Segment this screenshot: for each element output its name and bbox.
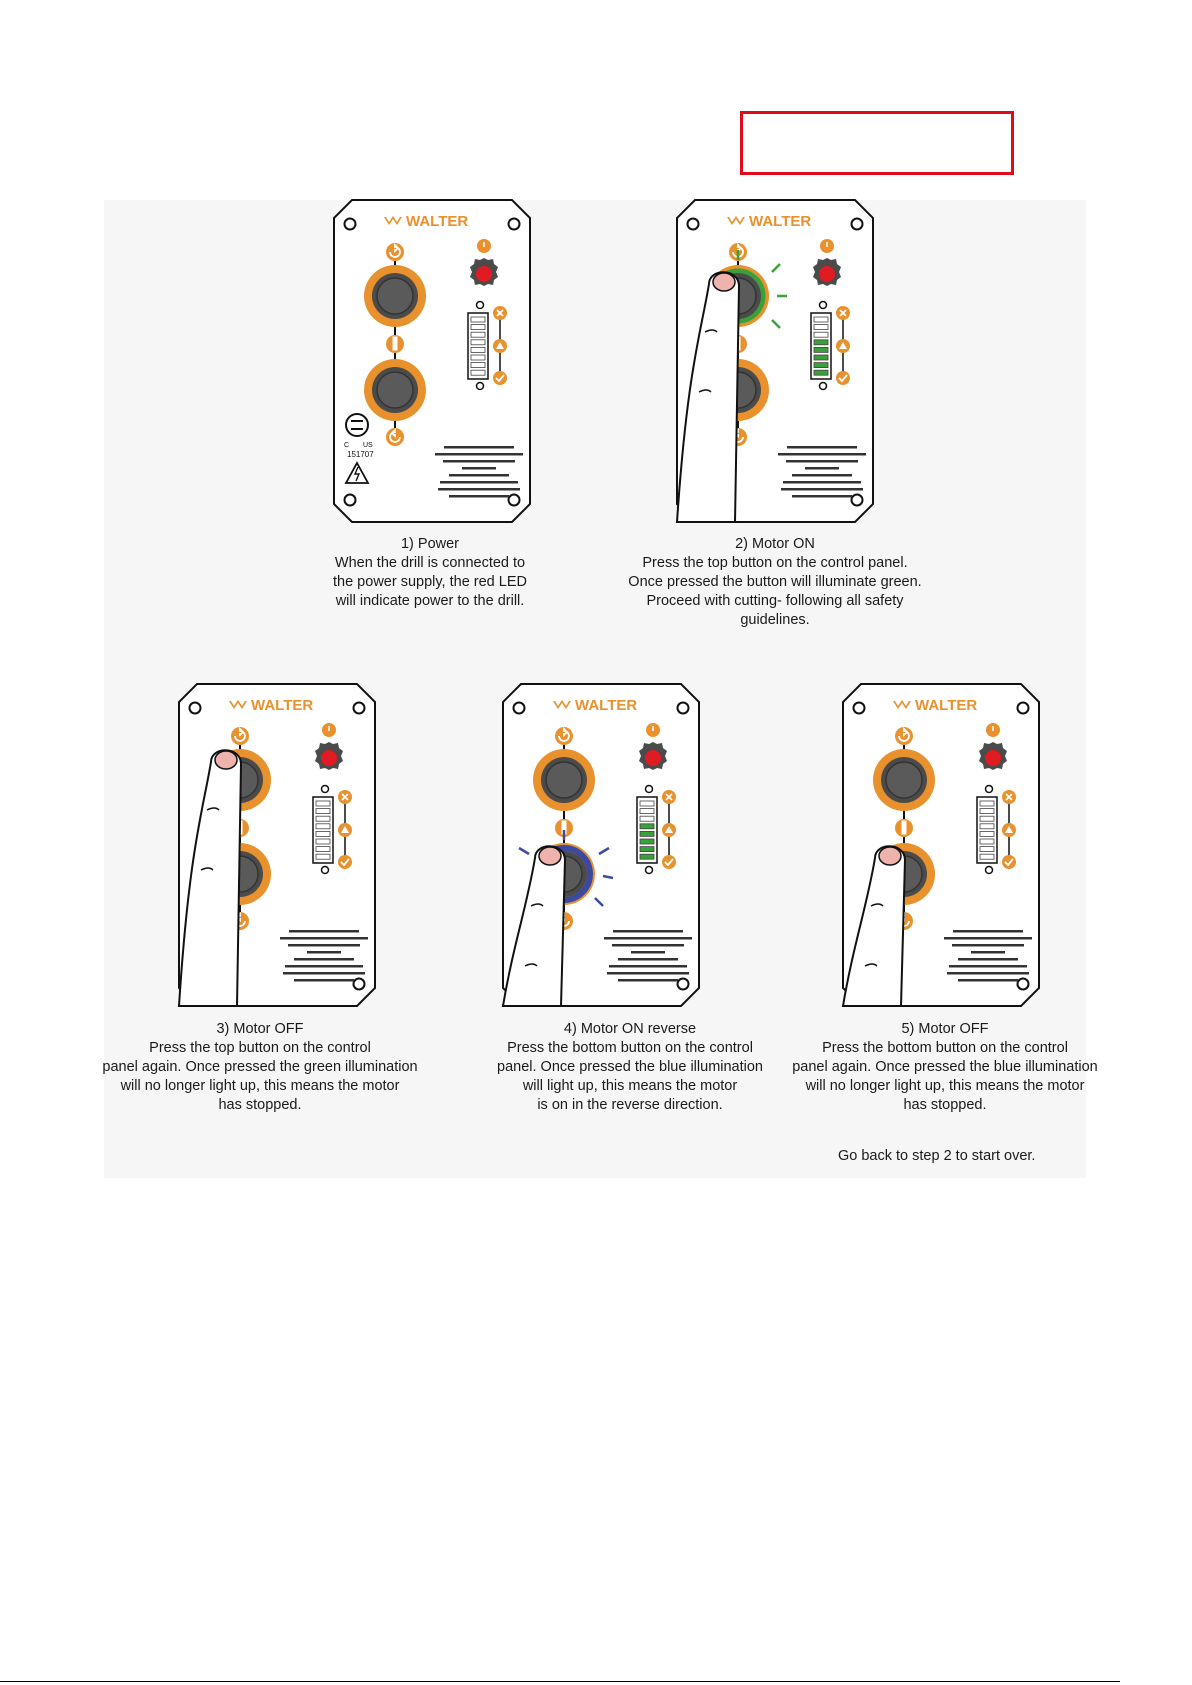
top-button-face xyxy=(546,762,582,798)
step-1-caption xyxy=(300,535,560,611)
load-meter xyxy=(637,797,657,863)
load-meter-segment xyxy=(640,824,654,829)
spec-text-line xyxy=(444,446,514,449)
spec-text-line xyxy=(778,453,866,456)
load-meter-segment xyxy=(316,801,330,806)
red-power-led xyxy=(476,266,492,282)
load-meter-segment xyxy=(640,816,654,821)
brand-text: WALTER xyxy=(575,697,638,714)
spec-text-line xyxy=(787,446,857,449)
step-title: 2) Motor ON xyxy=(735,536,815,552)
load-meter-segment xyxy=(814,332,828,337)
spec-text-line xyxy=(607,972,689,975)
step-line: guidelines. xyxy=(740,612,810,628)
spec-text-line xyxy=(783,481,861,484)
load-meter-segment xyxy=(814,347,828,352)
brand-text: WALTER xyxy=(749,213,812,230)
step-line: Press the top button on the control xyxy=(149,1040,371,1056)
spec-text-line xyxy=(288,944,360,947)
load-meter-segment xyxy=(471,363,485,368)
load-meter xyxy=(977,797,997,863)
spec-text-line xyxy=(440,481,518,484)
load-meter-segment xyxy=(980,816,994,821)
load-meter-segment xyxy=(640,801,654,806)
load-meter-segment xyxy=(316,847,330,852)
step-line: Press the top button on the control panel. xyxy=(642,555,908,571)
ok-check-icon xyxy=(1002,855,1016,869)
red-power-led xyxy=(985,750,1001,766)
step-title: 5) Motor OFF xyxy=(901,1021,989,1037)
drill-bit-shape xyxy=(392,336,398,351)
load-meter xyxy=(313,797,333,863)
step-line: will no longer light up, this means the motor xyxy=(120,1078,400,1094)
spec-text-line xyxy=(609,965,687,968)
step-line: Press the bottom button on the control xyxy=(822,1040,1068,1056)
load-meter-segment xyxy=(980,809,994,814)
cert-us-label: US xyxy=(363,442,373,449)
cert-c-label: C xyxy=(344,442,350,449)
load-meter-segment xyxy=(471,355,485,360)
fingernail xyxy=(713,273,735,291)
load-meter-segment xyxy=(640,831,654,836)
step-line: has stopped. xyxy=(903,1097,987,1113)
bottom-button-face xyxy=(377,372,413,408)
step-line: is on in the reverse direction. xyxy=(537,1097,723,1113)
load-meter-segment xyxy=(471,317,485,322)
load-meter-segment xyxy=(316,854,330,859)
spec-text-line xyxy=(449,495,509,498)
load-meter-segment xyxy=(471,325,485,330)
annotation-red-box xyxy=(740,111,1014,175)
brand-text: WALTER xyxy=(406,213,469,230)
load-meter xyxy=(811,313,831,379)
spec-text-line xyxy=(792,495,852,498)
step-line: Once pressed the button will illuminate green. xyxy=(628,574,922,590)
spec-text-line xyxy=(462,467,496,470)
spec-text-line xyxy=(294,958,354,961)
load-meter-segment xyxy=(814,317,828,322)
load-meter xyxy=(468,313,488,379)
load-meter-segment xyxy=(471,370,485,375)
panel-drawing xyxy=(179,684,375,1006)
load-meter-segment xyxy=(814,363,828,368)
step-line: panel. Once pressed the blue illumination xyxy=(497,1059,763,1075)
spec-text-line xyxy=(781,488,863,491)
spec-text-line xyxy=(618,958,678,961)
panel-drawing xyxy=(334,200,530,522)
step-2-caption xyxy=(615,535,935,630)
step-line: Press the bottom button on the control xyxy=(507,1040,753,1056)
spec-text-line xyxy=(805,467,839,470)
load-meter-segment xyxy=(316,839,330,844)
step-3-caption xyxy=(100,1020,420,1115)
red-power-led xyxy=(321,750,337,766)
load-meter-segment xyxy=(814,355,828,360)
step-line: Proceed with cutting- following all safety xyxy=(646,593,904,609)
load-meter-segment xyxy=(640,854,654,859)
spec-text-line xyxy=(947,972,1029,975)
panel-drawing xyxy=(503,684,699,1006)
spec-text-line xyxy=(612,944,684,947)
spec-text-line xyxy=(280,937,368,940)
spec-text-line xyxy=(618,979,678,982)
load-meter-segment xyxy=(640,847,654,852)
brand-text: WALTER xyxy=(251,697,314,714)
load-meter-segment xyxy=(980,831,994,836)
ok-check-icon xyxy=(338,855,352,869)
load-meter-segment xyxy=(980,847,994,852)
load-meter-segment xyxy=(814,340,828,345)
spec-text-line xyxy=(971,951,1005,954)
panel-drawing xyxy=(677,200,873,522)
spec-text-line xyxy=(952,944,1024,947)
load-meter-segment xyxy=(316,809,330,814)
load-meter-segment xyxy=(316,831,330,836)
load-meter-segment xyxy=(980,801,994,806)
cert-id-label: 151707 xyxy=(347,450,374,459)
step-line: will light up, this means the motor xyxy=(522,1078,738,1094)
top-button-face xyxy=(886,762,922,798)
drill-bit-shape xyxy=(901,820,907,835)
brand-text: WALTER xyxy=(915,697,978,714)
step-line: panel again. Once pressed the green illumination xyxy=(102,1059,418,1075)
load-meter-segment xyxy=(316,816,330,821)
step-5-caption xyxy=(785,1020,1105,1115)
top-button-face xyxy=(377,278,413,314)
spec-text-line xyxy=(631,951,665,954)
step-line: will indicate power to the drill. xyxy=(335,593,525,609)
spec-text-line xyxy=(285,965,363,968)
step-title: 3) Motor OFF xyxy=(216,1021,304,1037)
spec-text-line xyxy=(435,453,523,456)
spec-text-line xyxy=(786,460,858,463)
restart-note: Go back to step 2 to start over. xyxy=(838,1148,1036,1164)
fingernail xyxy=(539,847,561,865)
spec-text-line xyxy=(294,979,354,982)
spec-text-line xyxy=(289,930,359,933)
spec-text-line xyxy=(949,965,1027,968)
page-footer-rule xyxy=(0,1681,1120,1682)
step-line: panel again. Once pressed the blue illumination xyxy=(792,1059,1098,1075)
load-meter-segment xyxy=(640,839,654,844)
step-line: When the drill is connected to xyxy=(334,555,526,571)
load-meter-segment xyxy=(471,340,485,345)
load-meter-segment xyxy=(814,325,828,330)
load-meter-segment xyxy=(471,332,485,337)
ok-check-icon xyxy=(836,371,850,385)
fingernail xyxy=(879,847,901,865)
panel-drawing xyxy=(843,684,1039,1006)
step-4-caption xyxy=(470,1020,790,1115)
step-line: has stopped. xyxy=(218,1097,302,1113)
load-meter-segment xyxy=(980,824,994,829)
spec-text-line xyxy=(604,937,692,940)
fingernail xyxy=(215,751,237,769)
load-meter-segment xyxy=(471,347,485,352)
spec-text-line xyxy=(944,937,1032,940)
spec-text-line xyxy=(958,958,1018,961)
step-title: 1) Power xyxy=(400,536,460,552)
load-meter-segment xyxy=(814,370,828,375)
step-line: the power supply, the red LED xyxy=(333,574,527,590)
spec-text-line xyxy=(958,979,1018,982)
load-meter-segment xyxy=(980,839,994,844)
ok-check-icon xyxy=(662,855,676,869)
spec-text-line xyxy=(449,474,509,477)
spec-text-line xyxy=(443,460,515,463)
step-line: will no longer light up, this means the motor xyxy=(805,1078,1085,1094)
red-power-led xyxy=(819,266,835,282)
spec-text-line xyxy=(283,972,365,975)
spec-text-line xyxy=(438,488,520,491)
spec-text-line xyxy=(307,951,341,954)
step-title: 4) Motor ON reverse xyxy=(563,1021,697,1037)
red-power-led xyxy=(645,750,661,766)
load-meter-segment xyxy=(640,809,654,814)
ok-check-icon xyxy=(493,371,507,385)
load-meter-segment xyxy=(316,824,330,829)
spec-text-line xyxy=(953,930,1023,933)
spec-text-line xyxy=(613,930,683,933)
load-meter-segment xyxy=(980,854,994,859)
spec-text-line xyxy=(792,474,852,477)
